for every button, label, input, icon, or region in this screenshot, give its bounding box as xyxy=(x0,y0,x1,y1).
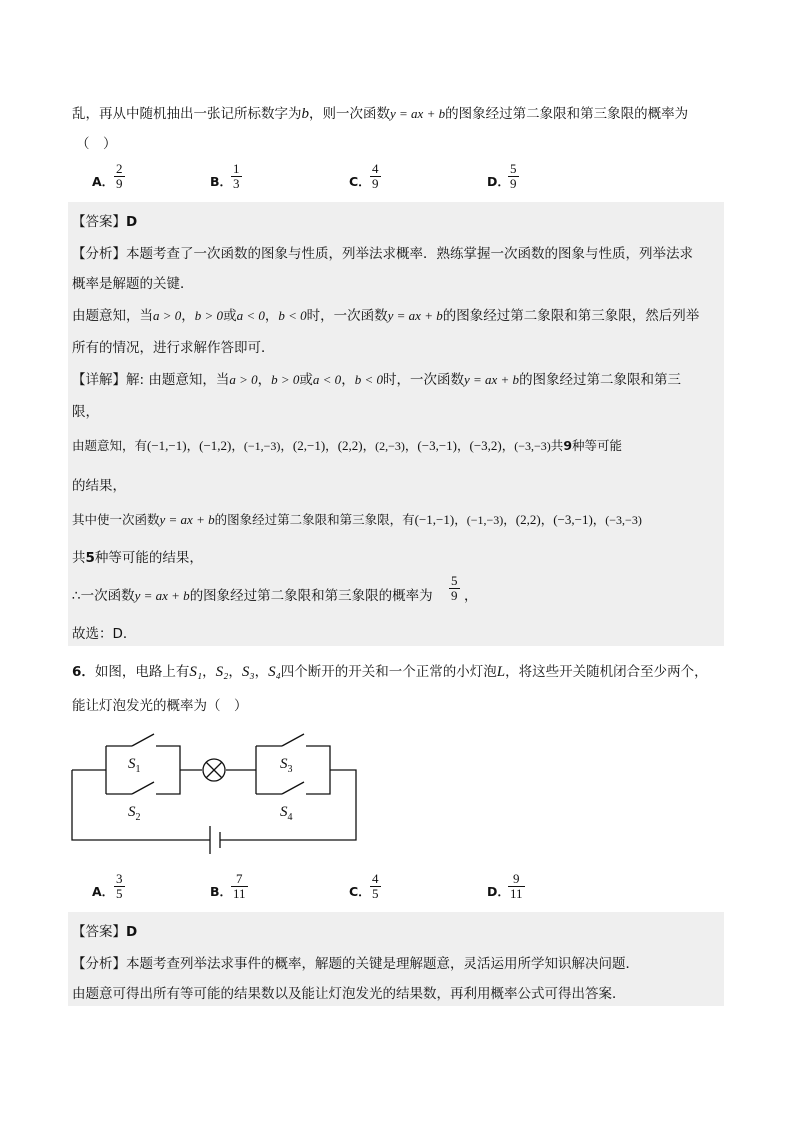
text: 的图象经过第二象限和第三象限的概率为 xyxy=(189,588,433,604)
numerator: 9 xyxy=(508,872,525,887)
option-a-label: A． xyxy=(92,174,115,189)
option-c-label: C． xyxy=(349,174,371,189)
lamp-label: L xyxy=(496,664,506,680)
pair: (2,2) xyxy=(337,438,363,453)
option-a-fraction xyxy=(114,872,125,901)
answer-tag: 【答案】 xyxy=(72,924,126,940)
cond-a-neg: a < 0 xyxy=(312,372,342,387)
denominator: 11 xyxy=(510,886,523,901)
pair: (2,−1) xyxy=(292,438,326,453)
switch-s4: S₄ xyxy=(268,664,281,680)
q6-analysis-line2: 由题意可得出所有等可能的结果数以及能让灯泡发光的结果数，再利用概率公式可得出答案． xyxy=(72,986,626,1002)
analysis-tag: 【分析】 xyxy=(72,246,126,262)
or-text: 或 xyxy=(299,372,313,388)
text: 如图，电路上有 xyxy=(94,664,190,680)
comma: ， xyxy=(540,512,554,527)
answer-value: D xyxy=(126,924,138,940)
label-s3: $S_3$ xyxy=(280,756,293,775)
comma: ， xyxy=(231,438,244,453)
cond-b-pos: b > 0 xyxy=(194,308,224,323)
q5-stem-text-b: ，则一次函数 xyxy=(309,106,390,122)
option-b-fraction xyxy=(231,872,248,901)
text: 的图象经过第二象限和第三象限，然后列举 xyxy=(442,308,700,324)
cond-b-neg: b < 0 xyxy=(354,372,383,387)
q5-detail-line2: 限， xyxy=(72,404,99,420)
q5-answer xyxy=(72,210,137,230)
comma: ， xyxy=(257,372,272,388)
comma: ， xyxy=(264,308,279,324)
comma: ， xyxy=(456,438,470,453)
comma: ， xyxy=(202,664,216,680)
text: ∴一次函数 xyxy=(72,588,135,604)
denominator: 9 xyxy=(510,176,517,191)
comma: ， xyxy=(592,512,606,527)
q6-analysis-line1 xyxy=(72,952,639,972)
or-text: 或 xyxy=(223,308,237,324)
count: 5 xyxy=(85,550,95,566)
q5-analysis-line3 xyxy=(72,304,699,324)
q5-stem-line xyxy=(72,102,688,123)
pair: (−3,−1) xyxy=(417,438,457,453)
cond-a-neg: a < 0 xyxy=(236,308,265,323)
denominator: 5 xyxy=(116,886,123,901)
func-expr: y = ax + b xyxy=(390,106,446,121)
comma: ， xyxy=(503,512,516,527)
text: 四个断开的开关和一个正常的小灯泡 xyxy=(280,664,497,680)
answer-value: D xyxy=(126,214,138,230)
option-d-fraction xyxy=(508,162,519,191)
denominator: 9 xyxy=(451,588,458,603)
label-s4: $S_4$ xyxy=(280,804,293,823)
text: 种等可能的结果， xyxy=(94,550,203,566)
numerator: 2 xyxy=(116,161,123,176)
text: 其中使一次函数 xyxy=(72,512,160,527)
option-d-label: D． xyxy=(487,174,510,189)
option-d-fraction xyxy=(508,872,525,901)
q5-detail-line5 xyxy=(72,510,642,528)
text: 的图象经过第二象限和第三 xyxy=(519,372,682,388)
pair: (−3,−1) xyxy=(553,512,593,527)
text: 时，一次函数 xyxy=(306,308,388,324)
q5-stem-text: 乱，再从中随机抽出一张记所标数字为 xyxy=(72,106,302,122)
denominator: 9 xyxy=(372,176,379,191)
option-c-fraction xyxy=(370,872,381,901)
pair: (−3,−3) xyxy=(514,439,551,453)
option-b-label: B． xyxy=(210,174,233,189)
cond-b-neg: b < 0 xyxy=(278,308,307,323)
answer-tag: 【答案】 xyxy=(72,214,126,230)
text: 种等可能 xyxy=(572,438,623,453)
denominator: 9 xyxy=(116,176,123,191)
comma: ， xyxy=(362,438,376,453)
switch-s1-lever xyxy=(132,734,154,746)
analysis-tag: 【分析】 xyxy=(72,956,126,972)
var-b: b xyxy=(301,106,309,122)
q5-choose: 故选：D． xyxy=(72,626,137,642)
cond-a-pos: a > 0 xyxy=(229,372,258,387)
comma: ， xyxy=(501,438,515,453)
numerator: 5 xyxy=(510,161,517,176)
switch-s4-lever xyxy=(282,782,304,794)
option-c-fraction xyxy=(370,162,381,191)
pair: (2,−3) xyxy=(375,439,405,453)
numerator: 4 xyxy=(372,161,379,176)
comma: ， xyxy=(228,664,242,680)
option-b-fraction xyxy=(231,162,242,191)
wire xyxy=(220,770,356,840)
numerator: 3 xyxy=(116,871,123,886)
text: 解: 由题意知，当 xyxy=(126,372,230,388)
count: 9 xyxy=(563,438,573,453)
detail-tag: 【详解】 xyxy=(72,372,126,388)
pair: (−3,−3) xyxy=(605,513,642,527)
option-a-fraction xyxy=(114,162,125,191)
switch-s2: S₂ xyxy=(215,664,229,680)
denominator: 11 xyxy=(233,886,246,901)
comma: ， xyxy=(454,512,467,527)
pair: (2,2) xyxy=(515,512,541,527)
analysis-text: 本题考查列举法求事件的概率，解题的关键是理解题意，灵活运用所学知识解决问题． xyxy=(126,956,639,972)
comma: ， xyxy=(325,438,338,453)
numerator: 4 xyxy=(372,871,379,886)
pair: (−3,2) xyxy=(469,438,502,453)
label-s1: $S_1$ xyxy=(128,756,141,775)
cond-a-pos: a > 0 xyxy=(153,308,182,323)
label-s2: $S_2$ xyxy=(128,804,141,823)
denominator: 5 xyxy=(372,886,379,901)
func-expr: y = ax + b xyxy=(387,308,443,323)
comma: ， xyxy=(186,438,200,453)
comma: ， xyxy=(341,372,355,388)
q6-answer xyxy=(72,920,137,940)
text: 由题意知，有 xyxy=(72,438,148,453)
option-a-label: A． xyxy=(92,884,115,899)
comma: ， xyxy=(280,438,293,453)
text: 的图象经过第二象限和第三象限，有 xyxy=(214,512,415,527)
q6-stem-line1 xyxy=(72,660,708,681)
q5-stem-text-c: 的图象经过第二象限和第三象限的概率为 xyxy=(445,106,689,122)
numerator: 7 xyxy=(231,872,248,887)
comma: ， xyxy=(181,308,195,324)
option-c-label: C． xyxy=(349,884,371,899)
pair: (−1,−1) xyxy=(414,512,455,527)
text: 共 xyxy=(550,438,564,453)
analysis-text: 本题考查了一次函数的图象与性质，列举法求概率．熟练掌握一次函数的图象与性质，列举法求 xyxy=(126,246,693,262)
option-d-label: D． xyxy=(487,884,510,899)
text: 共 xyxy=(72,550,86,566)
q5-detail-line4: 的结果， xyxy=(72,478,126,494)
switch-s3: S₃ xyxy=(241,664,255,680)
prob-tail: ， xyxy=(464,588,478,604)
cond-b-pos: b > 0 xyxy=(271,372,300,387)
comma: ， xyxy=(404,438,418,453)
q5-detail-line7 xyxy=(72,584,433,604)
comma: ， xyxy=(254,664,269,680)
circuit-diagram xyxy=(60,722,370,864)
pair: (−1,−1) xyxy=(147,438,187,453)
numerator: 5 xyxy=(451,573,458,588)
pair: (−1,−3) xyxy=(466,513,504,527)
wire xyxy=(72,770,210,840)
q5-detail-line1 xyxy=(72,368,681,388)
probability-fraction xyxy=(449,574,460,603)
q5-solution-block xyxy=(68,202,724,646)
q5-detail-line6 xyxy=(72,546,203,566)
q5-analysis-line2: 概率是解题的关键． xyxy=(72,276,194,292)
func-expr: y = ax + b xyxy=(463,372,520,387)
text: 由题意知，当 xyxy=(72,308,153,324)
pair: (−1,−3) xyxy=(243,439,281,453)
func-expr: y = ax + b xyxy=(159,512,215,527)
denominator: 3 xyxy=(233,176,240,191)
q5-analysis-line4: 所有的情况，进行求解作答即可． xyxy=(72,340,275,356)
q5-detail-line3 xyxy=(72,436,622,454)
switch-s1: S₁ xyxy=(189,664,203,680)
switch-s3-lever xyxy=(282,734,304,746)
question-number: 6． xyxy=(72,664,95,680)
func-expr: y = ax + b xyxy=(134,588,190,603)
option-b-label: B． xyxy=(210,884,233,899)
q5-analysis-line1 xyxy=(72,242,693,262)
text: ，将这些开关随机闭合至少两个， xyxy=(505,664,708,680)
q5-paren: （ ） xyxy=(76,136,117,152)
text: 时，一次函数 xyxy=(382,372,464,388)
switch-s2-lever xyxy=(132,782,154,794)
pair: (−1,2) xyxy=(199,438,232,453)
q6-stem-line2: 能让灯泡发光的概率为（ ） xyxy=(72,698,248,714)
numerator: 1 xyxy=(233,161,240,176)
